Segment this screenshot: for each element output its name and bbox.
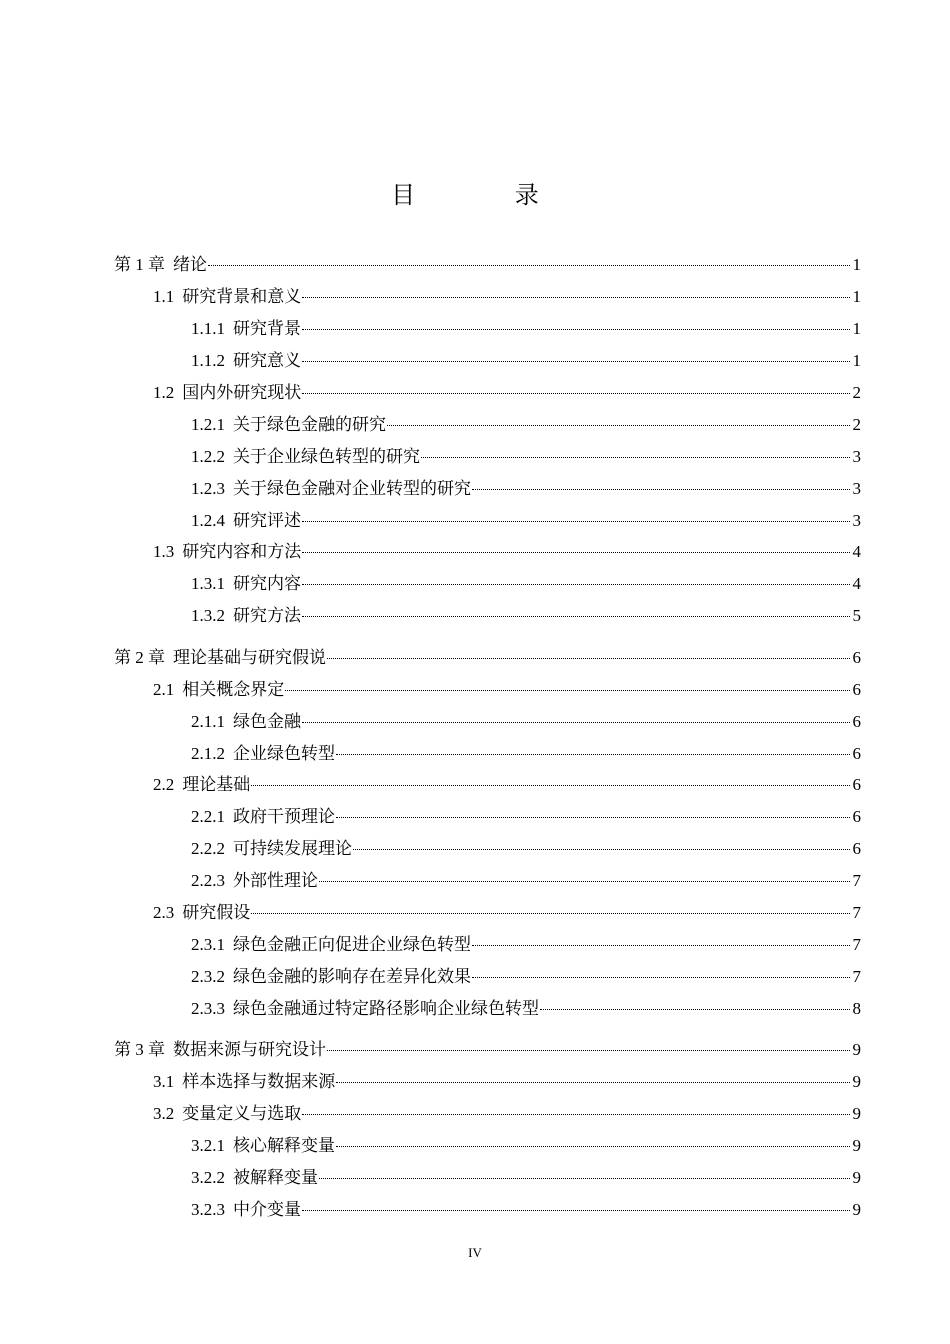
toc-entry[interactable] bbox=[153, 1063, 861, 1092]
toc-text: 研究意义 bbox=[233, 351, 301, 371]
toc-number: 1.3.2 bbox=[191, 606, 225, 625]
toc-page: 2 bbox=[852, 383, 861, 402]
toc-entry[interactable] bbox=[191, 1127, 861, 1156]
dot-leader bbox=[251, 894, 849, 918]
toc-text: 理论基础与研究假说 bbox=[173, 648, 326, 668]
toc-number: 2.2.1 bbox=[191, 807, 225, 826]
toc-number: 2.1.1 bbox=[191, 712, 225, 731]
toc-text: 理论基础 bbox=[182, 775, 251, 795]
toc-page: 1 bbox=[852, 287, 861, 306]
toc-number: 2.3 bbox=[153, 903, 175, 922]
toc-entry[interactable] bbox=[191, 502, 861, 531]
dot-leader bbox=[302, 278, 849, 302]
toc-number: 1.1 bbox=[153, 287, 175, 306]
toc-page: 6 bbox=[852, 648, 861, 667]
dot-leader bbox=[302, 374, 849, 398]
toc-entry[interactable] bbox=[191, 470, 861, 499]
dot-leader bbox=[540, 990, 850, 1014]
dot-leader bbox=[302, 502, 850, 526]
toc-number: 2.2.2 bbox=[191, 839, 225, 858]
dot-leader bbox=[319, 862, 850, 886]
dot-leader bbox=[327, 639, 850, 663]
dot-leader bbox=[327, 1031, 850, 1055]
page-title: 目 录 bbox=[391, 181, 585, 209]
toc-page: 1 bbox=[852, 255, 861, 274]
dot-leader bbox=[251, 766, 849, 790]
toc-text: 绿色金融 bbox=[233, 712, 301, 732]
toc-text: 研究评述 bbox=[233, 511, 301, 531]
dot-leader bbox=[472, 958, 850, 982]
toc-number: 2.3.1 bbox=[191, 935, 225, 954]
toc-entry[interactable] bbox=[191, 990, 861, 1019]
toc-text: 关于绿色金融的研究 bbox=[233, 415, 386, 435]
toc-page: 9 bbox=[852, 1136, 861, 1155]
toc-entry[interactable] bbox=[114, 1031, 861, 1060]
toc-number: 1.2.1 bbox=[191, 415, 225, 434]
dot-leader bbox=[302, 310, 850, 334]
toc-text: 绿色金融正向促进企业绿色转型 bbox=[233, 935, 471, 955]
toc-number: 第 1 章 bbox=[114, 255, 165, 274]
dot-leader bbox=[472, 926, 850, 950]
toc-entry[interactable] bbox=[191, 862, 861, 891]
toc-entry[interactable] bbox=[153, 278, 861, 307]
toc-text: 企业绿色转型 bbox=[233, 744, 335, 764]
toc-text: 国内外研究现状 bbox=[182, 383, 302, 403]
toc-number: 2.2 bbox=[153, 775, 175, 794]
toc-entry[interactable] bbox=[153, 894, 861, 923]
toc-text: 中介变量 bbox=[233, 1200, 301, 1220]
toc-entry[interactable] bbox=[153, 1095, 861, 1124]
toc-entry[interactable] bbox=[191, 830, 861, 859]
toc-entry[interactable] bbox=[191, 597, 861, 626]
toc-page: 7 bbox=[852, 871, 861, 890]
toc-entry[interactable] bbox=[153, 533, 861, 562]
toc-page: 3 bbox=[852, 479, 861, 498]
toc-page: 6 bbox=[852, 839, 861, 858]
toc-text: 研究方法 bbox=[233, 606, 301, 626]
dot-leader bbox=[336, 798, 850, 822]
dot-leader bbox=[319, 1159, 850, 1183]
toc-entry[interactable] bbox=[114, 246, 861, 275]
toc-entry[interactable] bbox=[191, 798, 861, 827]
toc-entry[interactable] bbox=[153, 766, 861, 795]
toc-text: 关于绿色金融对企业转型的研究 bbox=[233, 479, 471, 499]
dot-leader bbox=[302, 597, 850, 621]
toc-number: 2.1.2 bbox=[191, 744, 225, 763]
toc-entry[interactable] bbox=[191, 565, 861, 594]
toc-text: 样本选择与数据来源 bbox=[182, 1072, 336, 1092]
toc-text: 研究背景和意义 bbox=[182, 287, 302, 307]
toc-text: 绿色金融的影响存在差异化效果 bbox=[233, 967, 471, 987]
toc-page: 9 bbox=[852, 1200, 861, 1219]
toc-page: 6 bbox=[852, 744, 861, 763]
toc-page: 6 bbox=[852, 680, 861, 699]
toc-page: 7 bbox=[852, 935, 861, 954]
toc-page: 1 bbox=[852, 351, 861, 370]
dot-leader bbox=[336, 1063, 849, 1087]
toc-page: 6 bbox=[852, 807, 861, 826]
toc-entry[interactable] bbox=[191, 1159, 861, 1188]
toc-text: 相关概念界定 bbox=[182, 680, 285, 700]
toc-entry[interactable] bbox=[191, 926, 861, 955]
toc-number: 1.2.4 bbox=[191, 511, 225, 530]
toc-page: 2 bbox=[852, 415, 861, 434]
toc-page: 3 bbox=[852, 511, 861, 530]
toc-number: 第 2 章 bbox=[114, 648, 165, 667]
toc-entry[interactable] bbox=[114, 639, 861, 668]
dot-leader bbox=[336, 1127, 850, 1151]
toc-text: 数据来源与研究设计 bbox=[173, 1040, 326, 1060]
toc-text: 可持续发展理论 bbox=[233, 839, 352, 859]
dot-leader bbox=[421, 438, 850, 462]
dot-leader bbox=[336, 735, 850, 759]
toc-number: 1.1.2 bbox=[191, 351, 225, 370]
toc-entry[interactable] bbox=[191, 438, 861, 467]
toc-text: 外部性理论 bbox=[233, 871, 318, 891]
toc-page: 4 bbox=[852, 574, 861, 593]
toc-page: 3 bbox=[852, 447, 861, 466]
toc-page: 1 bbox=[852, 319, 861, 338]
toc-number: 1.3.1 bbox=[191, 574, 225, 593]
toc-entry[interactable] bbox=[191, 1191, 861, 1220]
toc-page: 9 bbox=[852, 1168, 861, 1187]
toc-number: 2.3.2 bbox=[191, 967, 225, 986]
toc-text: 绪论 bbox=[173, 255, 207, 275]
dot-leader bbox=[353, 830, 850, 854]
dot-leader bbox=[302, 1095, 849, 1119]
toc-entry[interactable] bbox=[191, 735, 861, 764]
toc-number: 2.1 bbox=[153, 680, 175, 699]
toc-page: 9 bbox=[852, 1072, 861, 1091]
toc-entry[interactable] bbox=[153, 671, 861, 700]
toc-text: 变量定义与选取 bbox=[182, 1104, 302, 1124]
toc-text: 研究内容 bbox=[233, 574, 301, 594]
dot-leader bbox=[302, 342, 850, 366]
toc-number: 2.3.3 bbox=[191, 999, 225, 1018]
toc-text: 政府干预理论 bbox=[233, 807, 335, 827]
dot-leader bbox=[302, 565, 850, 589]
toc-entry[interactable] bbox=[191, 703, 861, 732]
toc-number: 2.2.3 bbox=[191, 871, 225, 890]
dot-leader bbox=[302, 1191, 850, 1215]
toc-number: 1.2.2 bbox=[191, 447, 225, 466]
dot-leader bbox=[302, 703, 850, 727]
toc-text: 核心解释变量 bbox=[233, 1136, 335, 1156]
dot-leader bbox=[472, 470, 850, 494]
toc-entry[interactable] bbox=[191, 342, 861, 371]
toc-number: 1.2 bbox=[153, 383, 175, 402]
toc-entry[interactable] bbox=[191, 406, 861, 435]
dot-leader bbox=[302, 533, 849, 557]
toc-text: 研究背景 bbox=[233, 319, 301, 339]
toc-text: 关于企业绿色转型的研究 bbox=[233, 447, 420, 467]
page-number: IV bbox=[468, 1245, 482, 1260]
toc-page: 7 bbox=[852, 967, 861, 986]
toc-entry[interactable] bbox=[191, 958, 861, 987]
toc-entry[interactable] bbox=[191, 310, 861, 339]
dot-leader bbox=[285, 671, 849, 695]
toc-number: 3.2 bbox=[153, 1104, 175, 1123]
toc-text: 研究假设 bbox=[182, 903, 251, 923]
toc-text: 研究内容和方法 bbox=[182, 542, 302, 562]
dot-leader bbox=[387, 406, 850, 430]
toc-number: 3.2.1 bbox=[191, 1136, 225, 1155]
toc-page: 5 bbox=[852, 606, 861, 625]
toc-number: 1.1.1 bbox=[191, 319, 225, 338]
toc-page: 9 bbox=[852, 1040, 861, 1059]
toc-number: 3.2.3 bbox=[191, 1200, 225, 1219]
toc-page: 4 bbox=[852, 542, 861, 561]
toc-number: 3.1 bbox=[153, 1072, 175, 1091]
toc-page: 8 bbox=[852, 999, 861, 1018]
toc-text: 被解释变量 bbox=[233, 1168, 318, 1188]
toc-entry[interactable] bbox=[153, 374, 861, 403]
toc-number: 1.3 bbox=[153, 542, 175, 561]
toc-number: 1.2.3 bbox=[191, 479, 225, 498]
toc-number: 第 3 章 bbox=[114, 1040, 165, 1059]
toc-page: 6 bbox=[852, 775, 861, 794]
toc-page: 6 bbox=[852, 712, 861, 731]
toc-page: 9 bbox=[852, 1104, 861, 1123]
dot-leader bbox=[208, 246, 850, 270]
toc-page: 7 bbox=[852, 903, 861, 922]
toc-number: 3.2.2 bbox=[191, 1168, 225, 1187]
toc-text: 绿色金融通过特定路径影响企业绿色转型 bbox=[233, 999, 539, 1019]
